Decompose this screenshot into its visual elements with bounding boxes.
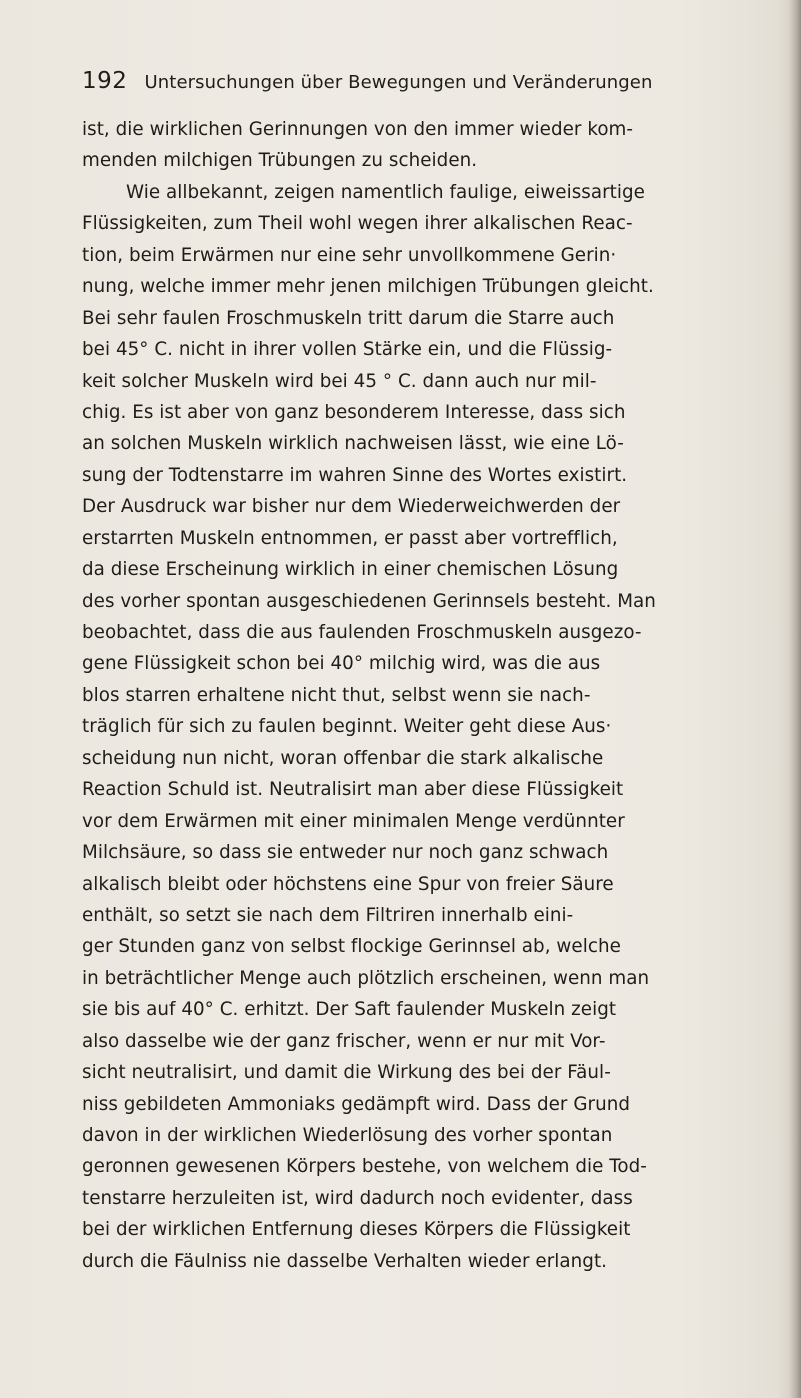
text-line: enthält, so setzt sie nach dem Filtriren innerhalb eini-: [82, 904, 574, 926]
text-line: tion, beim Erwärmen nur eine sehr unvollkommene Gerin·: [82, 244, 617, 266]
text-line: Der Ausdruck war bisher nur dem Wiederweichwerden der: [82, 496, 621, 518]
text-line: ger Stunden ganz von selbst flockige Gerinnsel ab, welche: [82, 936, 621, 958]
text-line: blos starren erhaltene nicht thut, selbst wenn sie nach-: [82, 684, 591, 706]
running-head: [82, 68, 742, 100]
text-line: alkalisch bleibt oder höchstens eine Spur von freier Säure: [82, 873, 614, 895]
running-head-title: Untersuchungen über Bewegungen und Veränderungen: [144, 72, 653, 93]
text-line: also dasselbe wie der ganz frischer, wenn er nur mit Vor-: [82, 1030, 606, 1052]
text-line: scheidung nun nicht, woran offenbar die stark alkalische: [82, 747, 604, 769]
text-line: nung, welche immer mehr jenen milchigen Trübungen gleicht.: [82, 276, 654, 298]
text-line: in beträchtlicher Menge auch plötzlich erscheinen, wenn man: [82, 967, 650, 989]
paragraph-first-line: Wie allbekannt, zeigen namentlich faulige, eiweissartige: [126, 181, 645, 203]
text-line: ist, die wirklichen Gerinnungen von den immer wieder kom-: [82, 119, 634, 140]
page-number: 192: [82, 68, 128, 94]
text-line: sie bis auf 40° C. erhitzt. Der Saft faulender Muskeln zeigt: [82, 999, 617, 1021]
text-line: gene Flüssigkeit schon bei 40° milchig wird, was die aus: [82, 653, 601, 675]
text-line: tenstarre herzuleiten ist, wird dadurch noch evidenter, dass: [82, 1187, 633, 1209]
text-line: sung der Todtenstarre im wahren Sinne des Wortes existirt.: [82, 464, 628, 486]
text-line: beobachtet, dass die aus faulenden Froschmuskeln ausgezo-: [82, 622, 642, 643]
page-edge-shadow: [789, 0, 801, 1398]
text-line: niss gebildeten Ammoniaks gedämpft wird. Dass der Grund: [82, 1093, 631, 1115]
body-text: [82, 114, 742, 1277]
text-line: Milchsäure, so dass sie entweder nur noch ganz schwach: [82, 842, 609, 864]
text-line: bei der wirklichen Entfernung dieses Körpers die Flüssigkeit: [82, 1219, 631, 1241]
text-line: davon in der wirklichen Wiederlösung des vorher spontan: [82, 1125, 613, 1146]
text-line: an solchen Muskeln wirklich nachweisen lässt, wie eine Lö-: [82, 433, 624, 455]
text-line: erstarrten Muskeln entnommen, er passt aber vortrefflich,: [82, 527, 618, 549]
text-line: geronnen gewesenen Körpers bestehe, von welchem die Tod-: [82, 1156, 647, 1178]
text-line: bei 45° C. nicht in ihrer vollen Stärke ein, und die Flüssig-: [82, 339, 613, 361]
text-line: keit solcher Muskeln wird bei 45 ° C. dann auch nur mil-: [82, 370, 597, 392]
text-line: da diese Erscheinung wirklich in einer chemischen Lösung: [82, 559, 619, 581]
text-line: durch die Fäulniss nie dasselbe Verhalten wieder erlangt.: [82, 1250, 608, 1272]
text-line: des vorher spontan ausgeschiedenen Gerinnsels besteht. Man: [82, 590, 656, 612]
text-line: vor dem Erwärmen mit einer minimalen Menge verdünnter: [82, 810, 625, 832]
text-line: Reaction Schuld ist. Neutralisirt man aber diese Flüssigkeit: [82, 779, 624, 801]
text-line: Flüssigkeiten, zum Theil wohl wegen ihrer alkalischen Reac-: [82, 213, 633, 235]
text-line: chig. Es ist aber von ganz besonderem Interesse, dass sich: [82, 401, 626, 423]
text-line: sicht neutralisirt, und damit die Wirkung des bei der Fäul-: [82, 1062, 611, 1084]
text-line: menden milchigen Trübungen zu scheiden.: [82, 150, 478, 172]
text-line: träglich für sich zu faulen beginnt. Weiter geht diese Aus·: [82, 716, 612, 738]
text-line: Bei sehr faulen Froschmuskeln tritt darum die Starre auch: [82, 307, 615, 329]
